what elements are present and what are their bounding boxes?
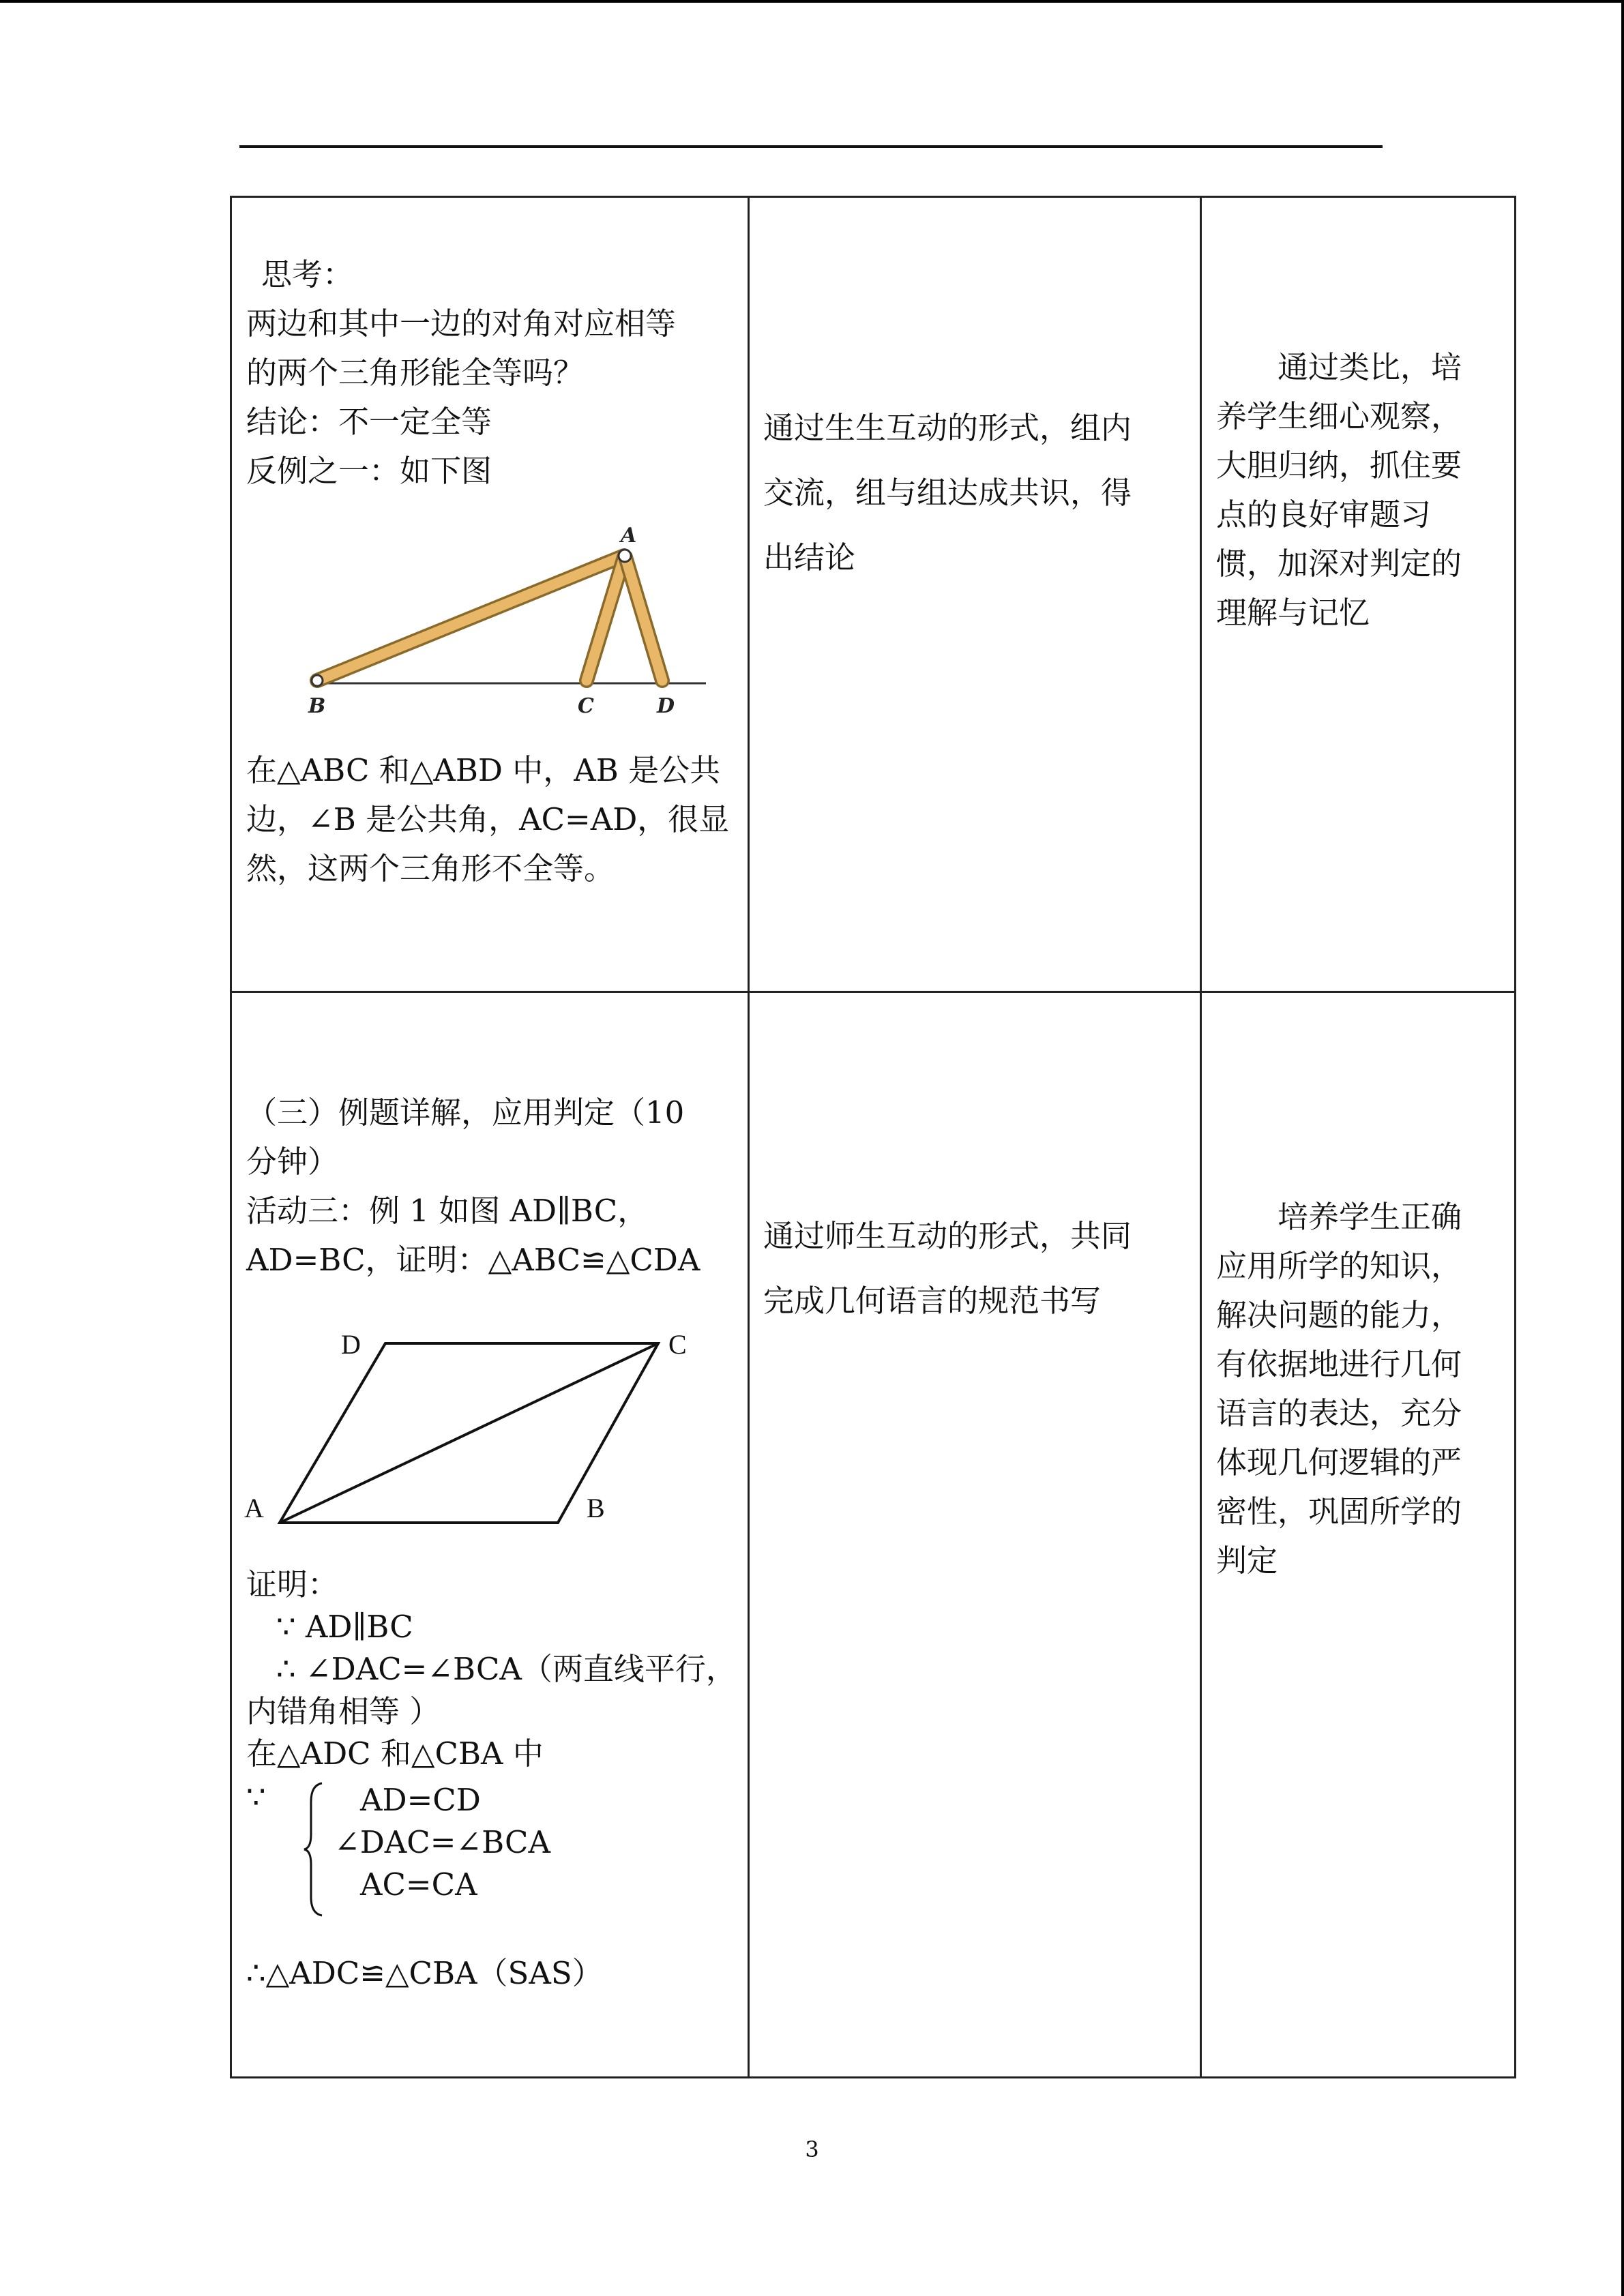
intent-line2: 应用所学的知识， xyxy=(1216,1248,1462,1284)
label-c: C xyxy=(668,1329,687,1360)
intent-line6: 体现几何逻辑的严 xyxy=(1216,1444,1462,1480)
proof-title: 证明： xyxy=(246,1566,339,1602)
condition-3: AC=CA xyxy=(360,1866,477,1903)
row1-design-intent xyxy=(1216,343,1462,638)
row1-teacher-activity xyxy=(763,396,1132,590)
row2-example-text xyxy=(246,1088,700,1285)
table-border-right xyxy=(1514,196,1516,2078)
condition-1: AD=CD xyxy=(360,1782,481,1818)
proof-step2-cont: 内错角相等 ） xyxy=(246,1693,441,1729)
activity-line1: 通过生生互动的形式，组内 xyxy=(763,410,1132,446)
example-statement: 活动三：例 1 如图 AD∥BC， xyxy=(246,1193,649,1229)
page-frame-top xyxy=(0,0,1624,3)
intent-line1: 通过类比，培 xyxy=(1278,349,1462,385)
proof-context: 在△ADC 和△CBA 中 xyxy=(246,1735,544,1772)
intent-line4: 有依据地进行几何 xyxy=(1216,1346,1462,1382)
intent-line5: 惯，加深对判定的 xyxy=(1216,546,1462,582)
intent-line7: 密性，巩固所学的 xyxy=(1216,1493,1462,1530)
intent-line5: 语言的表达，充分 xyxy=(1216,1395,1462,1431)
counterexample-intro: 反例之一：如下图 xyxy=(246,453,492,489)
proof-step2: ∴ ∠DAC=∠BCA（两直线平行， xyxy=(276,1651,737,1687)
think-heading: 思考： xyxy=(261,256,354,293)
table-border-top xyxy=(230,196,1516,198)
intent-line2: 养学生细心观察， xyxy=(1216,398,1462,434)
label-b: B xyxy=(587,1493,605,1523)
explanation-line3: 然，这两个三角形不全等。 xyxy=(246,850,615,886)
section-heading-cont: 分钟） xyxy=(246,1144,339,1180)
table-col-divider-2 xyxy=(1200,196,1202,2078)
label-b: B xyxy=(308,694,326,718)
label-d: D xyxy=(657,694,675,718)
parallelogram-figure xyxy=(242,1320,720,1524)
proof-block xyxy=(246,1564,737,1775)
condition-2: ∠DAC=∠BCA xyxy=(334,1824,550,1860)
table-border-left xyxy=(230,196,232,2078)
intent-line4: 点的良好审题习 xyxy=(1216,496,1432,533)
rod-ab-fill xyxy=(317,556,624,681)
page-frame-right xyxy=(1621,0,1624,2296)
pin-b xyxy=(312,675,323,686)
rod-ad-fill xyxy=(625,557,662,681)
think-question-line1: 两边和其中一边的对角对应相等 xyxy=(246,305,677,342)
left-brace xyxy=(301,1781,329,1918)
label-d: D xyxy=(341,1329,361,1360)
explanation-line2: 边，∠B 是公共角，AC=AD，很显 xyxy=(246,801,730,837)
explanation-line1: 在△ABC 和△ABD 中，AB 是公共 xyxy=(246,752,721,788)
proof-conditions xyxy=(334,1779,550,1906)
example-statement-cont: AD=BC，证明：△ABC≌△CDA xyxy=(246,1242,700,1278)
proof-step1: ∵ AD∥BC xyxy=(276,1609,413,1645)
section-heading: （三）例题详解，应用判定（10 xyxy=(246,1094,685,1131)
pin-a xyxy=(619,550,631,562)
intent-line6: 理解与记忆 xyxy=(1216,595,1370,631)
page-number: 3 xyxy=(805,2136,819,2162)
proof-conclusion: ∴△ADC≌△CBA（SAS） xyxy=(246,1955,603,1991)
activity-line2: 完成几何语言的规范书写 xyxy=(763,1283,1102,1319)
row2-teacher-activity xyxy=(763,1204,1132,1333)
label-c: C xyxy=(578,694,594,718)
proof-because-symbol: ∵ xyxy=(246,1779,266,1815)
intent-line3: 大胆归纳，抓住要 xyxy=(1216,447,1462,483)
intent-line1: 培养学生正确 xyxy=(1278,1199,1462,1235)
row2-design-intent xyxy=(1216,1193,1462,1585)
header-rule xyxy=(239,145,1383,148)
label-a: A xyxy=(244,1493,264,1523)
activity-line2: 交流，组与组达成共识，得 xyxy=(763,475,1132,511)
activity-line3: 出结论 xyxy=(763,539,856,576)
table-row-divider xyxy=(230,991,1516,993)
activity-line1: 通过师生互动的形式，共同 xyxy=(763,1218,1132,1254)
counterexample-figure xyxy=(283,515,720,719)
label-a: A xyxy=(621,524,637,548)
row1-think-text xyxy=(246,250,676,496)
table-border-bottom xyxy=(230,2076,1516,2078)
think-conclusion: 结论：不一定全等 xyxy=(246,404,492,440)
intent-line8: 判定 xyxy=(1216,1542,1278,1579)
row1-explanation xyxy=(246,746,729,893)
intent-line3: 解决问题的能力， xyxy=(1216,1297,1462,1333)
table-col-divider-1 xyxy=(748,196,750,2078)
think-question-line2: 的两个三角形能全等吗？ xyxy=(246,355,585,391)
